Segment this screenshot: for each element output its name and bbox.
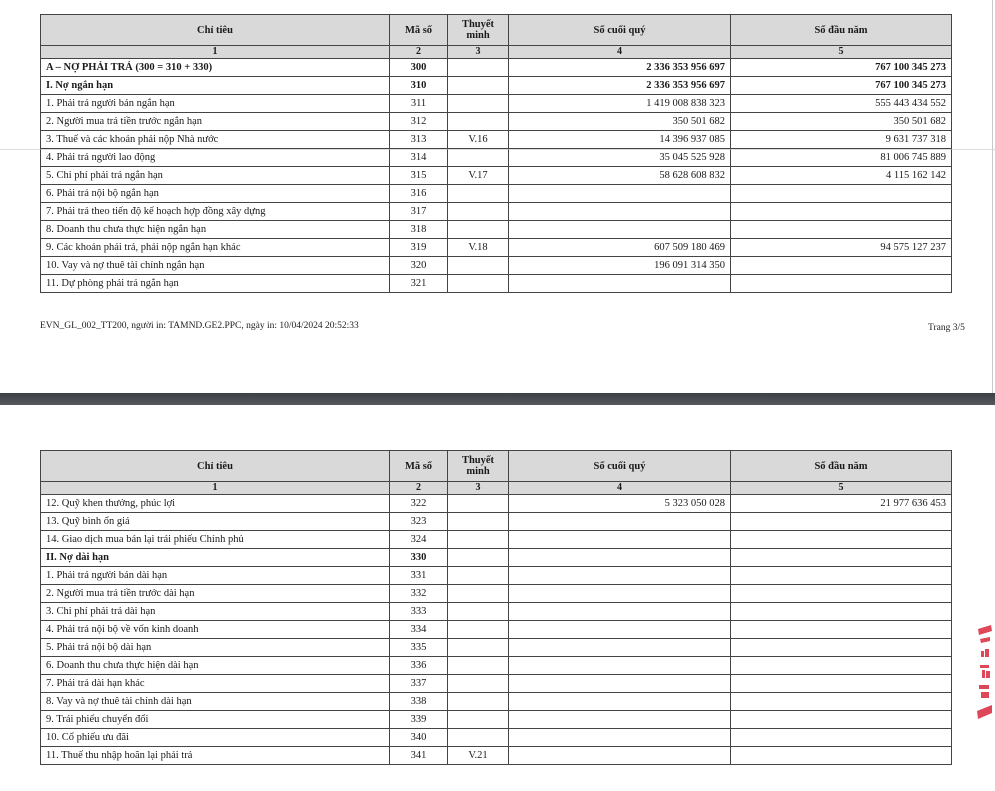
row-end-of-quarter bbox=[509, 513, 731, 531]
row-end-of-quarter: 607 509 180 469 bbox=[509, 239, 731, 257]
header-chi-tieu: Chỉ tiêu bbox=[41, 15, 390, 46]
table-row bbox=[41, 149, 952, 167]
row-note bbox=[448, 113, 509, 131]
column-index-row bbox=[41, 482, 952, 495]
table-row bbox=[41, 257, 952, 275]
print-info-footer: EVN_GL_002_TT200, người in: TAMND.GE2.PPC, ngày in: 10/04/2024 20:52:33 bbox=[40, 321, 359, 331]
row-beginning-of-year bbox=[731, 693, 952, 711]
row-code: 324 bbox=[390, 531, 448, 549]
row-code: 340 bbox=[390, 729, 448, 747]
table-row bbox=[41, 513, 952, 531]
col-index-4: 4 bbox=[509, 482, 731, 495]
table-row bbox=[41, 711, 952, 729]
row-end-of-quarter: 5 323 050 028 bbox=[509, 495, 731, 513]
table-row bbox=[41, 185, 952, 203]
table-row bbox=[41, 621, 952, 639]
row-label: 6. Phải trả nội bộ ngắn hạn bbox=[41, 185, 390, 203]
row-label: 2. Người mua trả tiền trước dài hạn bbox=[41, 585, 390, 603]
row-end-of-quarter: 1 419 008 838 323 bbox=[509, 95, 731, 113]
table-row bbox=[41, 747, 952, 765]
row-end-of-quarter bbox=[509, 639, 731, 657]
row-end-of-quarter: 35 045 525 928 bbox=[509, 149, 731, 167]
row-note bbox=[448, 221, 509, 239]
row-beginning-of-year bbox=[731, 711, 952, 729]
row-beginning-of-year bbox=[731, 275, 952, 293]
row-code: 332 bbox=[390, 585, 448, 603]
col-index-4: 4 bbox=[509, 46, 731, 59]
header-ma-so: Mã số bbox=[390, 451, 448, 482]
row-code: 337 bbox=[390, 675, 448, 693]
row-end-of-quarter: 196 091 314 350 bbox=[509, 257, 731, 275]
col-index-1: 1 bbox=[41, 482, 390, 495]
table-row bbox=[41, 603, 952, 621]
row-end-of-quarter: 2 336 353 956 697 bbox=[509, 77, 731, 95]
row-note: V.17 bbox=[448, 167, 509, 185]
row-note bbox=[448, 549, 509, 567]
table-row bbox=[41, 113, 952, 131]
row-note bbox=[448, 657, 509, 675]
header-thuyet-minh: Thuyết minh bbox=[448, 15, 509, 46]
row-code: 333 bbox=[390, 603, 448, 621]
header-thuyet-minh: Thuyết minh bbox=[448, 451, 509, 482]
row-note bbox=[448, 59, 509, 77]
page-edge bbox=[992, 0, 993, 393]
table-row bbox=[41, 675, 952, 693]
row-note bbox=[448, 95, 509, 113]
header-ma-so: Mã số bbox=[390, 15, 448, 46]
row-note: V.16 bbox=[448, 131, 509, 149]
row-beginning-of-year: 555 443 434 552 bbox=[731, 95, 952, 113]
row-note bbox=[448, 639, 509, 657]
balance-sheet-table-page-4 bbox=[40, 450, 952, 765]
document-page-3 bbox=[0, 0, 995, 393]
row-beginning-of-year: 81 006 745 889 bbox=[731, 149, 952, 167]
row-beginning-of-year bbox=[731, 531, 952, 549]
row-label: I. Nợ ngắn hạn bbox=[41, 77, 390, 95]
col-index-3: 3 bbox=[448, 46, 509, 59]
row-end-of-quarter bbox=[509, 729, 731, 747]
row-beginning-of-year bbox=[731, 185, 952, 203]
row-label: 9. Trái phiếu chuyển đổi bbox=[41, 711, 390, 729]
row-end-of-quarter: 14 396 937 085 bbox=[509, 131, 731, 149]
col-index-1: 1 bbox=[41, 46, 390, 59]
row-label: 3. Chi phí phải trả dài hạn bbox=[41, 603, 390, 621]
table-row bbox=[41, 203, 952, 221]
row-beginning-of-year: 4 115 162 142 bbox=[731, 167, 952, 185]
row-code: 300 bbox=[390, 59, 448, 77]
row-beginning-of-year: 767 100 345 273 bbox=[731, 77, 952, 95]
row-note bbox=[448, 675, 509, 693]
row-beginning-of-year bbox=[731, 729, 952, 747]
table-row bbox=[41, 275, 952, 293]
table-row bbox=[41, 221, 952, 239]
row-beginning-of-year: 350 501 682 bbox=[731, 113, 952, 131]
row-label: 11. Dự phòng phải trả ngắn hạn bbox=[41, 275, 390, 293]
row-code: 319 bbox=[390, 239, 448, 257]
row-beginning-of-year: 94 575 127 237 bbox=[731, 239, 952, 257]
row-end-of-quarter bbox=[509, 711, 731, 729]
row-label: 4. Phải trả người lao động bbox=[41, 149, 390, 167]
table-row bbox=[41, 567, 952, 585]
row-note: V.21 bbox=[448, 747, 509, 765]
column-index-row bbox=[41, 46, 952, 59]
row-end-of-quarter bbox=[509, 693, 731, 711]
row-end-of-quarter bbox=[509, 567, 731, 585]
row-code: 338 bbox=[390, 693, 448, 711]
row-code: 334 bbox=[390, 621, 448, 639]
row-code: 323 bbox=[390, 513, 448, 531]
row-note bbox=[448, 149, 509, 167]
row-end-of-quarter bbox=[509, 549, 731, 567]
page-separator bbox=[0, 393, 995, 405]
row-note bbox=[448, 621, 509, 639]
row-label: 8. Doanh thu chưa thực hiện ngắn hạn bbox=[41, 221, 390, 239]
row-label: 11. Thuế thu nhập hoãn lại phải trả bbox=[41, 747, 390, 765]
row-end-of-quarter bbox=[509, 275, 731, 293]
row-end-of-quarter bbox=[509, 675, 731, 693]
row-note bbox=[448, 729, 509, 747]
row-label: 13. Quỹ bình ổn giá bbox=[41, 513, 390, 531]
table-row bbox=[41, 657, 952, 675]
row-beginning-of-year bbox=[731, 675, 952, 693]
row-end-of-quarter bbox=[509, 747, 731, 765]
row-note bbox=[448, 275, 509, 293]
row-code: 310 bbox=[390, 77, 448, 95]
col-index-2: 2 bbox=[390, 46, 448, 59]
row-label: 8. Vay và nợ thuê tài chính dài hạn bbox=[41, 693, 390, 711]
row-beginning-of-year bbox=[731, 513, 952, 531]
col-index-2: 2 bbox=[390, 482, 448, 495]
table-header-row bbox=[41, 15, 952, 46]
row-code: 311 bbox=[390, 95, 448, 113]
row-label: 10. Cổ phiếu ưu đãi bbox=[41, 729, 390, 747]
row-label: 2. Người mua trả tiền trước ngắn hạn bbox=[41, 113, 390, 131]
table-row bbox=[41, 693, 952, 711]
row-note bbox=[448, 711, 509, 729]
row-end-of-quarter: 58 628 608 832 bbox=[509, 167, 731, 185]
row-end-of-quarter bbox=[509, 203, 731, 221]
row-beginning-of-year bbox=[731, 203, 952, 221]
row-label: 5. Chi phí phải trả ngắn hạn bbox=[41, 167, 390, 185]
header-so-dau-nam: Số đầu năm bbox=[731, 451, 952, 482]
table-row bbox=[41, 549, 952, 567]
row-end-of-quarter bbox=[509, 603, 731, 621]
table-row bbox=[41, 167, 952, 185]
table-row bbox=[41, 639, 952, 657]
row-code: 314 bbox=[390, 149, 448, 167]
table-row bbox=[41, 239, 952, 257]
row-note bbox=[448, 585, 509, 603]
row-code: 320 bbox=[390, 257, 448, 275]
row-beginning-of-year bbox=[731, 585, 952, 603]
col-index-5: 5 bbox=[731, 46, 952, 59]
row-label: 1. Phải trả người bán ngắn hạn bbox=[41, 95, 390, 113]
col-index-3: 3 bbox=[448, 482, 509, 495]
row-label: 10. Vay và nợ thuê tài chính ngắn hạn bbox=[41, 257, 390, 275]
balance-sheet-table-page-3 bbox=[40, 14, 952, 293]
col-index-5: 5 bbox=[731, 482, 952, 495]
row-code: 321 bbox=[390, 275, 448, 293]
row-beginning-of-year bbox=[731, 747, 952, 765]
row-label: 12. Quỹ khen thưởng, phúc lợi bbox=[41, 495, 390, 513]
row-note bbox=[448, 495, 509, 513]
header-chi-tieu: Chỉ tiêu bbox=[41, 451, 390, 482]
row-label: 7. Phải trả dài hạn khác bbox=[41, 675, 390, 693]
row-end-of-quarter bbox=[509, 657, 731, 675]
row-end-of-quarter bbox=[509, 221, 731, 239]
row-end-of-quarter: 2 336 353 956 697 bbox=[509, 59, 731, 77]
row-label: 7. Phải trả theo tiến độ kế hoạch hợp đồng xây dựng bbox=[41, 203, 390, 221]
row-end-of-quarter bbox=[509, 585, 731, 603]
table-row bbox=[41, 131, 952, 149]
row-beginning-of-year bbox=[731, 603, 952, 621]
row-note bbox=[448, 77, 509, 95]
row-note bbox=[448, 603, 509, 621]
row-code: 335 bbox=[390, 639, 448, 657]
row-note bbox=[448, 693, 509, 711]
row-end-of-quarter bbox=[509, 531, 731, 549]
row-label: 1. Phải trả người bán dài hạn bbox=[41, 567, 390, 585]
row-beginning-of-year bbox=[731, 549, 952, 567]
row-code: 318 bbox=[390, 221, 448, 239]
row-label: 4. Phải trả nội bộ về vốn kinh doanh bbox=[41, 621, 390, 639]
row-note bbox=[448, 513, 509, 531]
row-label: 14. Giao dịch mua bán lại trái phiếu Chính phủ bbox=[41, 531, 390, 549]
row-beginning-of-year: 767 100 345 273 bbox=[731, 59, 952, 77]
row-code: 316 bbox=[390, 185, 448, 203]
table-row bbox=[41, 495, 952, 513]
row-end-of-quarter: 350 501 682 bbox=[509, 113, 731, 131]
row-beginning-of-year bbox=[731, 567, 952, 585]
header-so-dau-nam: Số đầu năm bbox=[731, 15, 952, 46]
header-so-cuoi-quy: Số cuối quý bbox=[509, 451, 731, 482]
row-code: 341 bbox=[390, 747, 448, 765]
row-beginning-of-year bbox=[731, 621, 952, 639]
row-beginning-of-year bbox=[731, 257, 952, 275]
row-label: 9. Các khoản phải trả, phải nộp ngắn hạn khác bbox=[41, 239, 390, 257]
row-label: 3. Thuế và các khoản phải nộp Nhà nước bbox=[41, 131, 390, 149]
row-beginning-of-year bbox=[731, 639, 952, 657]
row-code: 336 bbox=[390, 657, 448, 675]
header-so-cuoi-quy: Số cuối quý bbox=[509, 15, 731, 46]
row-label: A – NỢ PHẢI TRẢ (300 = 310 + 330) bbox=[41, 59, 390, 77]
row-end-of-quarter bbox=[509, 621, 731, 639]
row-note bbox=[448, 203, 509, 221]
row-beginning-of-year: 9 631 737 318 bbox=[731, 131, 952, 149]
row-code: 322 bbox=[390, 495, 448, 513]
page-number: Trang 3/5 bbox=[928, 323, 965, 333]
red-seal-stamp-icon bbox=[975, 625, 993, 725]
table-row bbox=[41, 59, 952, 77]
row-label: II. Nợ dài hạn bbox=[41, 549, 390, 567]
row-beginning-of-year: 21 977 636 453 bbox=[731, 495, 952, 513]
row-label: 6. Doanh thu chưa thực hiện dài hạn bbox=[41, 657, 390, 675]
row-code: 317 bbox=[390, 203, 448, 221]
row-beginning-of-year bbox=[731, 221, 952, 239]
table-row bbox=[41, 77, 952, 95]
row-note: V.18 bbox=[448, 239, 509, 257]
row-note bbox=[448, 567, 509, 585]
row-note bbox=[448, 257, 509, 275]
row-code: 313 bbox=[390, 131, 448, 149]
row-code: 339 bbox=[390, 711, 448, 729]
table-row bbox=[41, 585, 952, 603]
row-end-of-quarter bbox=[509, 185, 731, 203]
row-code: 312 bbox=[390, 113, 448, 131]
row-note bbox=[448, 185, 509, 203]
table-row bbox=[41, 531, 952, 549]
row-code: 315 bbox=[390, 167, 448, 185]
table-header-row bbox=[41, 451, 952, 482]
scan-artifact-line bbox=[0, 149, 995, 150]
document-page-4 bbox=[0, 405, 995, 791]
row-beginning-of-year bbox=[731, 657, 952, 675]
table-row bbox=[41, 729, 952, 747]
table-row bbox=[41, 95, 952, 113]
row-label: 5. Phải trả nội bộ dài hạn bbox=[41, 639, 390, 657]
row-code: 330 bbox=[390, 549, 448, 567]
row-note bbox=[448, 531, 509, 549]
row-code: 331 bbox=[390, 567, 448, 585]
